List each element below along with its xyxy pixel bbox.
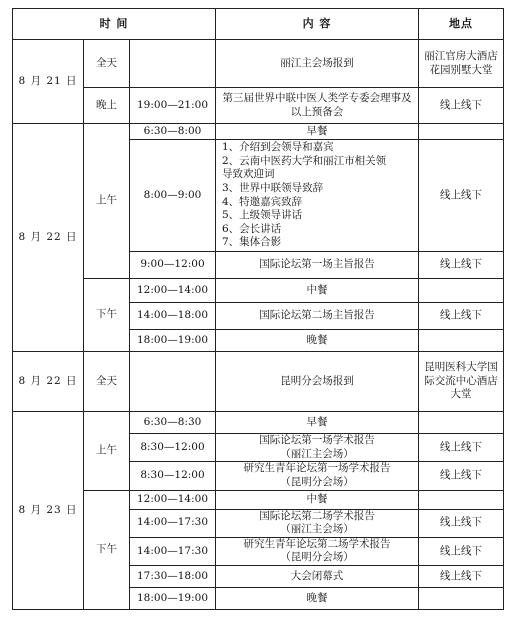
content-cell: 晚餐	[216, 330, 419, 352]
agenda-item: 3、世界中联领导致辞	[222, 181, 324, 194]
content-cell: 中餐	[216, 490, 419, 509]
time-cell: 6:30—8:30	[130, 412, 216, 434]
content-cell: 早餐	[216, 412, 419, 434]
content-cell	[216, 434, 419, 462]
content-title: 国际论坛第二场学术报告	[259, 509, 375, 522]
content-cell: 昆明分会场报到	[216, 352, 419, 412]
date-cell: 8 月 21 日	[13, 40, 84, 124]
location-cell	[419, 588, 504, 610]
agenda-item: 2、云南中医药大学和丽江市相关领	[222, 154, 387, 167]
time-cell: 12:00—14:00	[130, 279, 216, 303]
location-cell: 线上线下	[419, 303, 504, 330]
content-subtitle: （昆明分会场）	[280, 475, 354, 488]
content-cell	[216, 537, 419, 565]
content-cell: 大会闭幕式	[216, 566, 419, 588]
agenda-item: 6、会长讲话	[222, 222, 282, 235]
agenda-item: 5、上级领导讲话	[222, 209, 303, 222]
content-cell	[216, 462, 419, 490]
time-cell	[130, 352, 216, 412]
content-subtitle: （丽江主会场）	[280, 447, 354, 460]
period-cell: 晚上	[84, 88, 130, 124]
time-cell	[130, 40, 216, 88]
content-cell: 第三届世界中联中医人类学专委会理事及以上预备会	[216, 88, 419, 124]
period-cell: 上午	[84, 412, 130, 491]
time-cell: 14:00—17:30	[130, 537, 216, 565]
time-cell: 17:30—18:00	[130, 566, 216, 588]
content-cell: 晚餐	[216, 588, 419, 610]
location-cell	[419, 330, 504, 352]
content-cell: 国际论坛第一场主旨报告	[216, 252, 419, 279]
content-subtitle: （昆明分会场）	[280, 551, 354, 564]
content-title: 国际论坛第一场学术报告	[259, 434, 375, 446]
agenda-item: 导致欢迎词	[222, 168, 275, 181]
time-cell: 14:00—18:00	[130, 303, 216, 330]
header-location: 地点	[419, 9, 504, 40]
location-cell: 线上线下	[419, 537, 504, 565]
header-time: 时 间	[13, 9, 216, 40]
time-cell: 9:00—12:00	[130, 252, 216, 279]
location-cell	[419, 490, 504, 509]
content-cell: 丽江主会场报到	[216, 40, 419, 88]
time-cell: 18:00—19:00	[130, 330, 216, 352]
period-cell: 下午	[84, 279, 130, 352]
time-cell: 8:30—12:00	[130, 434, 216, 462]
content-cell: 国际论坛第二场主旨报告	[216, 303, 419, 330]
content-cell	[216, 140, 419, 252]
agenda-item: 1、介绍到会领导和嘉宾	[222, 140, 334, 153]
location-cell: 线上线下	[419, 88, 504, 124]
time-cell: 12:00—14:00	[130, 490, 216, 509]
location-cell: 昆明医科大学国际交流中心酒店大堂	[419, 352, 504, 412]
time-cell: 14:00—17:30	[130, 509, 216, 537]
date-cell: 8 月 22 日	[13, 352, 84, 412]
period-cell: 下午	[84, 490, 130, 610]
time-cell: 8:00—9:00	[130, 140, 216, 252]
location-cell: 线上线下	[419, 434, 504, 462]
content-title: 研究生青年论坛第一场学术报告	[243, 462, 391, 475]
location-cell: 丽江官房大酒店花园别墅大堂	[419, 40, 504, 88]
time-cell: 6:30—8:00	[130, 124, 216, 140]
location-cell: 线上线下	[419, 566, 504, 588]
period-cell: 上午	[84, 124, 130, 279]
content-cell: 中餐	[216, 279, 419, 303]
location-cell: 线上线下	[419, 462, 504, 490]
location-cell	[419, 279, 504, 303]
header-content: 内 容	[216, 9, 419, 40]
agenda-item: 7、集体合影	[222, 236, 282, 249]
schedule-table	[12, 8, 504, 610]
period-cell: 全天	[84, 352, 130, 412]
content-subtitle: （丽江主会场）	[280, 523, 354, 536]
location-cell: 线上线下	[419, 252, 504, 279]
agenda-item: 4、特邀嘉宾致辞	[222, 195, 303, 208]
location-cell	[419, 412, 504, 434]
time-cell: 19:00—21:00	[130, 88, 216, 124]
content-cell: 早餐	[216, 124, 419, 140]
date-cell: 8 月 22 日	[13, 124, 84, 352]
location-cell: 线上线下	[419, 140, 504, 252]
content-title: 研究生青年论坛第二场学术报告	[243, 537, 391, 550]
time-cell: 18:00—19:00	[130, 588, 216, 610]
date-cell: 8 月 23 日	[13, 412, 84, 610]
content-cell	[216, 509, 419, 537]
location-cell	[419, 124, 504, 140]
location-cell: 线上线下	[419, 509, 504, 537]
period-cell: 全天	[84, 40, 130, 88]
time-cell: 8:30—12:00	[130, 462, 216, 490]
